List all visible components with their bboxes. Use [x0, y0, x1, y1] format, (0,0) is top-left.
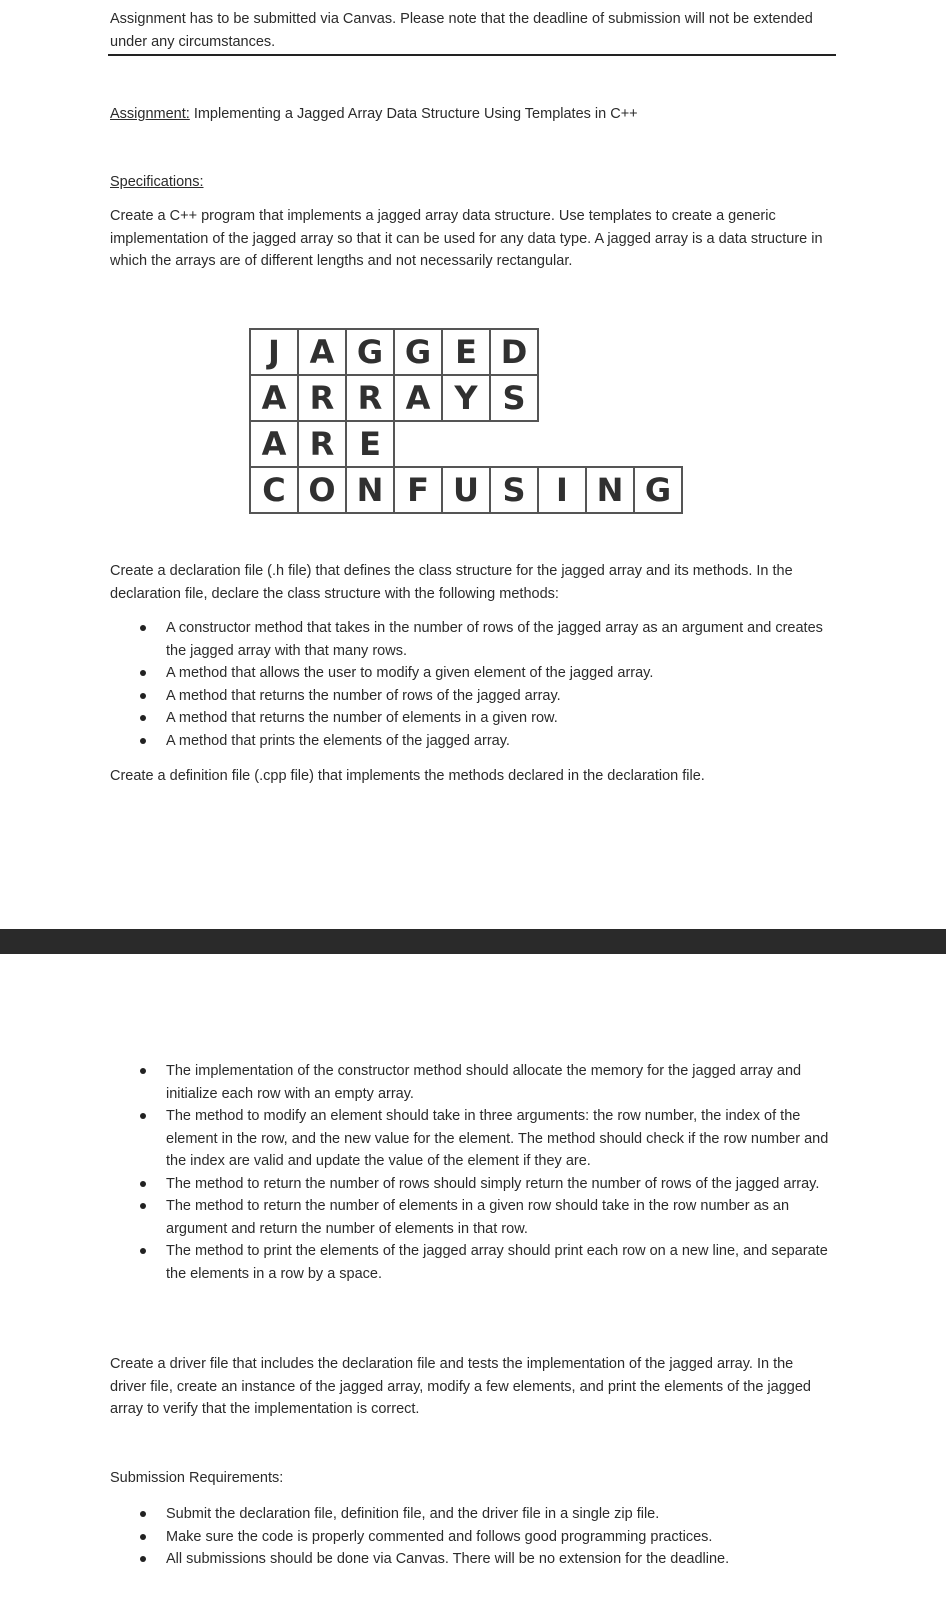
- jagged-array-figure: [249, 328, 679, 520]
- figure-cell: A: [249, 374, 299, 422]
- figure-row-3: [249, 420, 393, 468]
- page-break-bar: [0, 929, 946, 954]
- list-item: The method to return the number of rows should simply return the number of rows of the jagged array.: [110, 1173, 830, 1196]
- figure-cell: E: [345, 420, 395, 468]
- driver-text: Create a driver file that includes the declaration file and tests the implementation of the jagged array. In the driver file, create an instance of the jagged array, modify a few elements, and print the elements of the jagged array to verify that the implementation is correct.: [110, 1356, 811, 1417]
- figure-cell: A: [393, 374, 443, 422]
- submission-heading: Submission Requirements:: [110, 1470, 284, 1486]
- figure-cell: D: [489, 328, 539, 376]
- figure-row-4: [249, 466, 681, 514]
- definition-text: Create a definition file (.cpp file) that implements the methods declared in the declaration file.: [110, 768, 705, 784]
- figure-cell: G: [393, 328, 443, 376]
- list-item: Submit the declaration file, definition file, and the driver file in a single zip file.: [110, 1503, 830, 1526]
- figure-cell: J: [249, 328, 299, 376]
- list-item: A constructor method that takes in the number of rows of the jagged array as an argument and creates the jagged array with that many rows.: [110, 617, 830, 662]
- figure-row-2: [249, 374, 537, 422]
- list-item: The method to modify an element should take in three arguments: the row number, the index of the element in the row, and the new value for the element. The method should check if the row number and the index are valid and update the value of the element if they are.: [110, 1105, 830, 1173]
- declaration-intro: Create a declaration file (.h file) that defines the class structure for the jagged array and its methods. In the declaration file, declare the class structure with the following methods:: [110, 563, 793, 602]
- list-item: All submissions should be done via Canvas. There will be no extension for the deadline.: [110, 1548, 830, 1571]
- figure-cell: O: [297, 466, 347, 514]
- list-item: The method to print the elements of the jagged array should print each row on a new line, and separate the elements in a row by a space.: [110, 1240, 830, 1285]
- declaration-methods-list: [110, 617, 830, 752]
- implementation-list: [110, 1060, 830, 1285]
- figure-cell: C: [249, 466, 299, 514]
- specifications-heading: Specifications:: [110, 174, 204, 190]
- figure-cell: R: [345, 374, 395, 422]
- list-item: A method that allows the user to modify a given element of the jagged array.: [110, 662, 830, 685]
- figure-cell: A: [297, 328, 347, 376]
- header-divider: [108, 54, 836, 56]
- figure-cell: Y: [441, 374, 491, 422]
- figure-cell: F: [393, 466, 443, 514]
- list-item: Make sure the code is properly commented and follows good programming practices.: [110, 1526, 830, 1549]
- list-item: A method that returns the number of elements in a given row.: [110, 707, 830, 730]
- figure-cell: A: [249, 420, 299, 468]
- figure-cell: N: [345, 466, 395, 514]
- figure-cell: S: [489, 374, 539, 422]
- figure-cell: G: [633, 466, 683, 514]
- list-item: The implementation of the constructor method should allocate the memory for the jagged array and initialize each row with an empty array.: [110, 1060, 830, 1105]
- figure-cell: E: [441, 328, 491, 376]
- submission-list: [110, 1503, 830, 1571]
- figure-row-1: [249, 328, 537, 376]
- submission-notice: Assignment has to be submitted via Canvas. Please note that the deadline of submission will not be extended under any circumstances.: [110, 11, 813, 50]
- figure-cell: N: [585, 466, 635, 514]
- assignment-title-text: Implementing a Jagged Array Data Structure Using Templates in C++: [189, 106, 638, 122]
- list-item: A method that returns the number of rows of the jagged array.: [110, 685, 830, 708]
- list-item: A method that prints the elements of the jagged array.: [110, 730, 830, 753]
- figure-cell: U: [441, 466, 491, 514]
- list-item: The method to return the number of elements in a given row should take in the row number as an argument and return the number of elements in that row.: [110, 1195, 830, 1240]
- figure-cell: S: [489, 466, 539, 514]
- assignment-label: Assignment:: [110, 106, 190, 122]
- specifications-intro: Create a C++ program that implements a jagged array data structure. Use templates to create a generic implementation of the jagged array so that it can be used for any data type. A jagged array is a data structure in which the arrays are of different lengths and not necessarily rectangular.: [110, 208, 823, 269]
- figure-cell: I: [537, 466, 587, 514]
- figure-cell: R: [297, 374, 347, 422]
- figure-cell: G: [345, 328, 395, 376]
- figure-cell: R: [297, 420, 347, 468]
- assignment-title: [110, 103, 830, 126]
